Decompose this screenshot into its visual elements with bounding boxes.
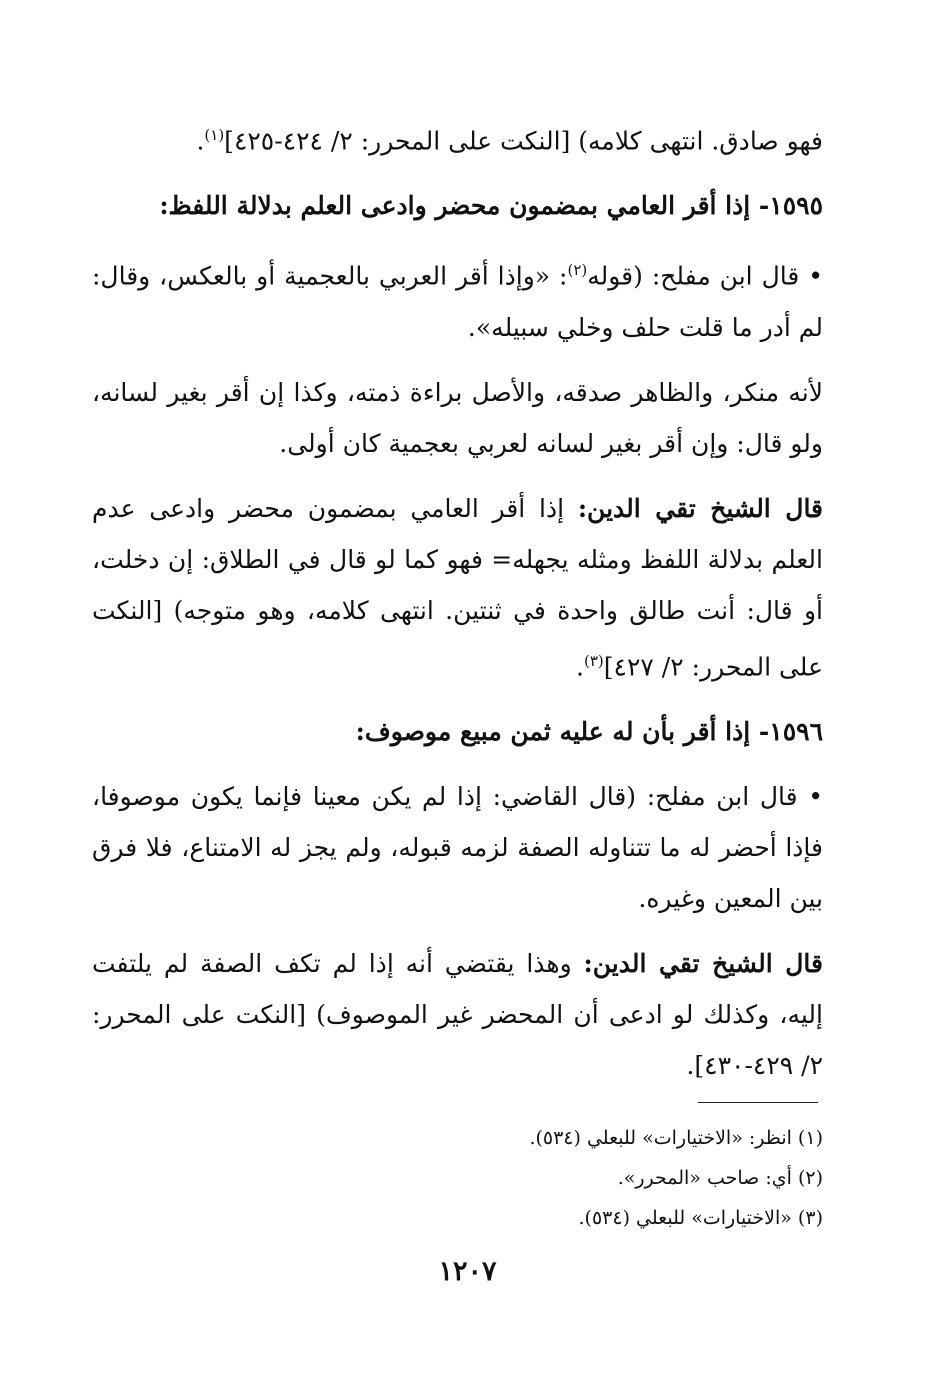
paragraph-1-rest: : «وإذا أقر العربي بالعجمية أو بالعكس، وقال: لم أدر ما قلت حلف وخلي سبيله».: [92, 261, 823, 342]
paragraph-taqi-aldin-2: [92, 938, 823, 1091]
paragraph-5-rest: وهذا يقتضي أنه إذا لم تكف الصفة لم يلتفت إليه، وكذلك لو ادعى أن المحضر غير الموصوف) [النكت على المحرر: ٢/ ٤٢٩-٤٣٠].: [92, 948, 823, 1080]
continuation-text: فهو صادق. انتهى كلامه) [النكت على المحرر: ٢/ ٤٢٤-٤٢٥]: [224, 126, 823, 156]
footnotes: [300, 1118, 823, 1238]
speaker-taqi-aldin-1: قال الشيخ تقي الدين:: [577, 493, 824, 523]
footnote-ref-3[interactable]: (٣): [583, 651, 604, 670]
footnote-1: (١) انظر: «الاختيارات» للبعلي (٥٣٤).: [529, 1127, 823, 1149]
footnote-3: (٣) «الاختيارات» للبعلي (٥٣٤).: [578, 1207, 823, 1229]
heading-1595: ١٥٩٥- إذا أقر العامي بمضمون محضر وادعى العلم بدلالة اللفظ:: [159, 191, 823, 221]
paragraph-reasoning: لأنه منكر، والظاهر صدقه، والأصل براءة ذمته، وكذا إن أقر بغير لسانه، ولو قال: وإن أقر بغير لسانه لعربي بعجمية كان أولى.: [92, 377, 823, 458]
footnote-ref-2[interactable]: (٢): [567, 261, 588, 280]
paragraph-taqi-aldin-1: [92, 483, 823, 692]
paragraph-ibn-muflih-2: • قال ابن مفلح: (قال القاضي: إذا لم يكن معينا فإنما يكون موصوفا، فإذا أحضر له ما تتناوله الصفة لزمه قبوله، ولم يجز له الامتناع، فلا فرق بين المعين وغيره.: [92, 781, 823, 913]
main-text: [92, 110, 823, 1091]
paragraph-1-start: • قال ابن مفلح: (قوله: [587, 261, 824, 291]
paragraph-3-rest: إذا أقر العامي بمضمون محضر وادعى عدم العلم بدلالة اللفظ ومثله يجهله= فهو كما لو قال في الطلاق: إن دخلت، أو قال: أنت طالق واحدة في ثنتين. انتهى كلامه، وهو متوجه) [النكت على المحرر: ٢/ ٤٢٧]: [92, 493, 823, 681]
footnote-2: (٢) أي: صاحب «المحرر».: [617, 1167, 823, 1189]
heading-1596: ١٥٩٦- إذا أقر بأن له عليه ثمن مبيع موصوف:: [355, 716, 823, 746]
footnote-ref-1[interactable]: (١): [204, 126, 225, 144]
page-number: ١٢٠٧: [438, 1256, 497, 1287]
paragraph-ibn-muflih-1: [92, 245, 823, 352]
paragraph-3-end: .: [576, 651, 584, 681]
speaker-taqi-aldin-2: قال الشيخ تقي الدين:: [583, 948, 823, 978]
footnote-divider: [698, 1102, 818, 1103]
continuation-line: [92, 110, 823, 166]
continuation-end: .: [196, 126, 205, 156]
